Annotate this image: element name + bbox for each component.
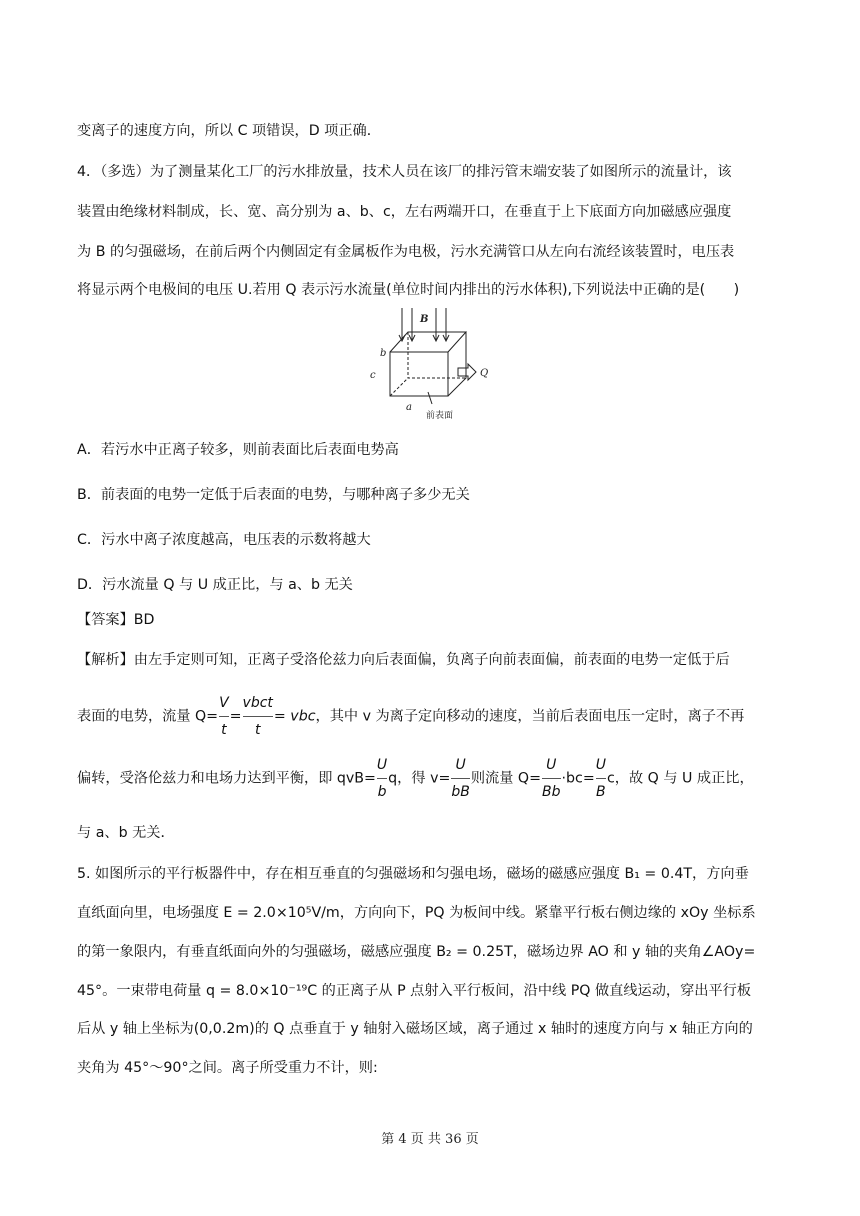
- question-4-line: 为 B 的匀强磁场，在前后两个内侧固定有金属板作为电极，污水充满管口从左向右流经该装置时，电压表: [77, 244, 735, 260]
- fraction: $\frac{U}{B}$: [596, 752, 606, 805]
- fraction: $\frac{U}{Bb}$: [542, 752, 561, 805]
- label-Q: Q: [480, 368, 489, 379]
- text-line: 变离子的速度方向，所以 C 项错误，D 项正确．: [77, 123, 381, 139]
- label-front-surface: 前表面: [426, 411, 454, 421]
- label-b: b: [380, 348, 387, 359]
- label-B: B: [420, 314, 429, 325]
- question-4-line: 将显示两个电极间的电压 U.若用 Q 表示污水流量(单位时间内排出的污水体积),下列说法中正确的是( ): [77, 282, 740, 298]
- fraction: $\frac{U}{bB}$: [451, 752, 470, 805]
- question-5-line: 5. 如图所示的平行板器件中，存在相互垂直的匀强磁场和匀强电场，磁场的磁感应强度 B₁ = 0.4T，方向垂: [77, 866, 749, 882]
- analysis-formula-line-2: 偏转，受洛伦兹力和电场力达到平衡，即 qvB= $\frac{U}{b}$ q，得 v= $\frac{U}{bB}$ 则流量 Q= $\frac{U}{Bb}$ ·bc= $\frac{U}{B}$ c，故 Q 与 U 成正比，: [77, 752, 754, 805]
- fraction: $\frac{U}{b}$: [377, 752, 387, 805]
- question-4-line: 装置由绝缘材料制成，长、宽、高分别为 a、b、c，左右两端开口，在垂直于上下底面方向加磁感应强度: [77, 204, 732, 220]
- option-d: D．污水流量 Q 与 U 成正比，与 a、b 无关: [77, 577, 353, 593]
- flowmeter-figure: [364, 308, 504, 432]
- question-5-line: 45°。一束带电荷量 q = 8.0×10⁻¹⁹C 的正离子从 P 点射入平行板间，沿中线 PQ 做直线运动，穿出平行板: [77, 983, 752, 999]
- page-footer: 第 4 页 共 36 页: [381, 1132, 479, 1147]
- answer: 【答案】BD: [77, 612, 155, 628]
- option-c: C．污水中离子浓度越高，电压表的示数将越大: [77, 532, 371, 548]
- label-c: c: [370, 370, 376, 381]
- analysis-line: 与 a、b 无关．: [77, 825, 175, 841]
- question-5-line: 的第一象限内，有垂直纸面向外的匀强磁场，磁感应强度 B₂ = 0.25T，磁场边界 AO 和 y 轴的夹角∠AOy=: [77, 944, 756, 960]
- question-5-line: 直纸面向里，电场强度 E = 2.0×10⁵V/m，方向向下，PQ 为板间中线。紧靠平行板右侧边缘的 xOy 坐标系: [77, 905, 756, 921]
- option-a: A．若污水中正离子较多，则前表面比后表面电势高: [77, 442, 399, 458]
- question-5-line: 后从 y 轴上坐标为(0,0.2m)的 Q 点垂直于 y 轴射入磁场区域，离子通过 x 轴时的速度方向与 x 轴正方向的: [77, 1021, 753, 1037]
- label-a: a: [406, 402, 412, 413]
- question-4-line: 4．（多选）为了测量某化工厂的污水排放量，技术人员在该厂的排污管末端安装了如图所示的流量计，该: [77, 164, 732, 180]
- option-b: B．前表面的电势一定低于后表面的电势，与哪种离子多少无关: [77, 487, 470, 503]
- fraction: $\frac{\text{vbct}}{t}$: [243, 690, 273, 743]
- fraction: $\frac{V}{t}$: [219, 690, 229, 743]
- question-5-line: 夹角为 45°～90°之间。离子所受重力不计，则:: [77, 1060, 378, 1076]
- analysis-line: 【解析】由左手定则可知，正离子受洛伦兹力向后表面偏，负离子向前表面偏，前表面的电势一定低于后: [77, 652, 730, 668]
- analysis-formula-line-1: 表面的电势，流量 Q= $\frac{V}{t}$ = $\frac{\text{vbct}}{t}$ = vbc，其中 v 为离子定向移动的速度，当前后表面电压一定时，离子不再: [77, 690, 744, 743]
